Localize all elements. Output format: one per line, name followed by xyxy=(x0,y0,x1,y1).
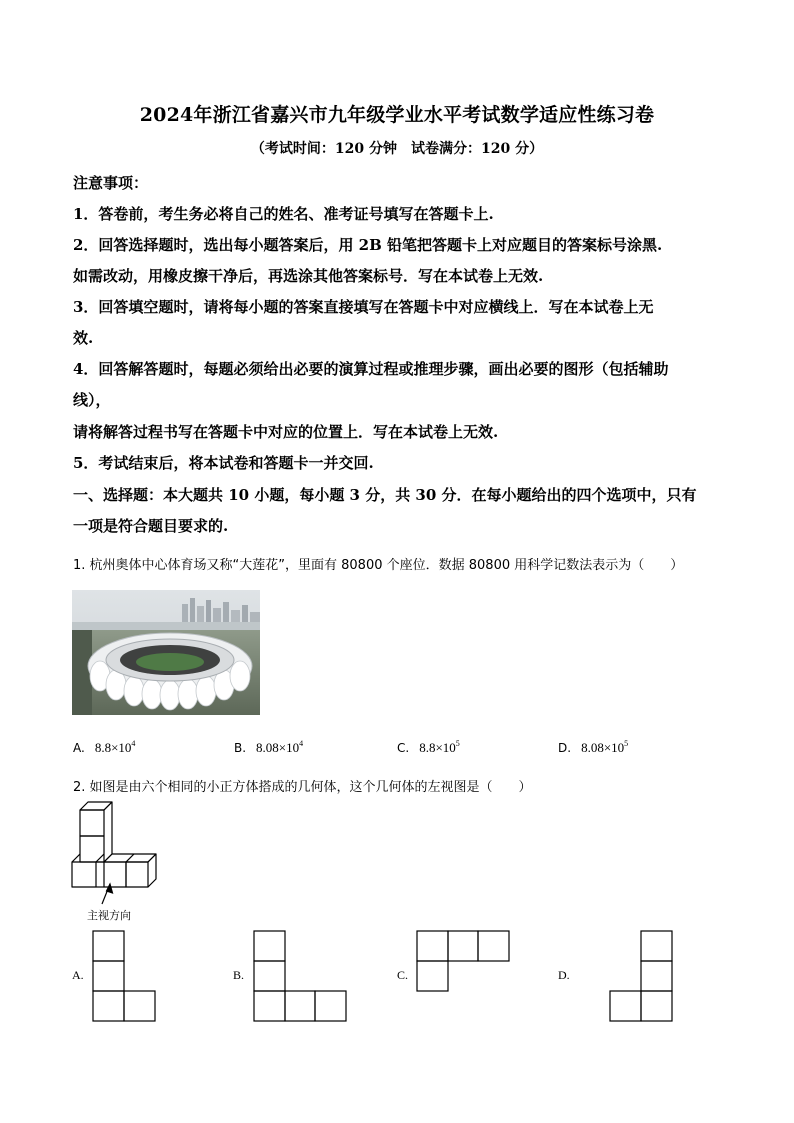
q2-option-c-label[interactable]: C. xyxy=(397,968,409,982)
q2-option-d-label[interactable]: D. xyxy=(558,968,570,982)
q2-option-b-label[interactable]: B. xyxy=(233,968,245,982)
note-line: 2．回答选择题时，选出每小题答案后，用 2B 铅笔把答题卡上对应题目的答案标号涂黑. xyxy=(73,236,663,254)
option-base: ×10 xyxy=(435,740,456,755)
question-1-text: 1. 杭州奥体中心体育场又称“大莲花”，里面有 80800 个座位．数据 80800 用科学记数法表示为（ ） xyxy=(73,558,684,573)
option-exponent: 4 xyxy=(131,739,136,748)
option-exponent: 5 xyxy=(455,739,460,748)
note-line: 1．答卷前，考生务必将自己的姓名、准考证号填写在答题卡上. xyxy=(73,205,494,223)
stadium-photo xyxy=(72,590,260,715)
option-mantissa: 8.8 xyxy=(94,740,112,755)
q2-option-d-figure[interactable] xyxy=(609,930,673,1022)
notes-heading: 注意事项： xyxy=(73,174,149,192)
q2-option-c-figure[interactable] xyxy=(416,930,510,992)
option-mantissa: 8.8 xyxy=(419,740,436,755)
cube-solid-figure xyxy=(70,800,170,910)
q2-option-a-label[interactable]: A. xyxy=(72,968,84,982)
option-base: ×10 xyxy=(278,740,300,755)
option-exponent: 5 xyxy=(624,739,629,748)
note-line: 如需改动，用橡皮擦干净后，再选涂其他答案标号．写在本试卷上无效. xyxy=(73,267,544,285)
q2-option-b-figure[interactable] xyxy=(253,930,347,1022)
option-label: B. xyxy=(234,741,247,755)
option-base: ×10 xyxy=(111,740,132,755)
note-line: 5．考试结束后，将本试卷和答题卡一并交回. xyxy=(73,454,374,472)
option-mantissa: 8.08 xyxy=(256,740,279,755)
q1-option-a[interactable] xyxy=(73,739,135,756)
q1-option-c[interactable] xyxy=(397,739,460,756)
note-line: 3．回答填空题时，请将每小题的答案直接填写在答题卡中对应横线上．写在本试卷上无 xyxy=(73,298,654,316)
q1-option-d[interactable] xyxy=(558,739,628,756)
note-line: 请将解答过程书写在答题卡中对应的位置上．写在本试卷上无效. xyxy=(73,423,499,441)
view-direction-caption: 主视方向 xyxy=(87,909,131,922)
exam-title: 2024年浙江省嘉兴市九年级学业水平考试数学适应性练习卷 xyxy=(139,104,655,126)
q2-option-a-figure[interactable] xyxy=(92,930,156,1022)
question-2-text: 2. 如图是由六个相同的小正方体搭成的几何体，这个几何体的左视图是（ ） xyxy=(73,780,532,795)
q1-option-b[interactable] xyxy=(234,739,303,756)
option-label: D. xyxy=(558,741,572,755)
option-label: C. xyxy=(397,741,410,755)
option-label: A. xyxy=(73,741,85,755)
option-base: ×10 xyxy=(603,740,625,755)
option-mantissa: 8.08 xyxy=(581,740,604,755)
note-line: 4．回答解答题时，每题必须给出必要的演算过程或推理步骤，画出必要的图形（包括辅助 xyxy=(73,360,669,378)
exam-subtitle: （考试时间：120 分钟 试卷满分：120 分） xyxy=(250,141,544,157)
section-heading-cont: 一项是符合题目要求的. xyxy=(73,517,229,535)
option-exponent: 4 xyxy=(299,739,304,748)
note-line: 效. xyxy=(73,329,94,347)
note-line: 线）， xyxy=(73,391,111,409)
section-heading: 一、选择题：本大题共 10 小题，每小题 3 分，共 30 分．在每小题给出的四个选项中，只有 xyxy=(73,486,697,504)
